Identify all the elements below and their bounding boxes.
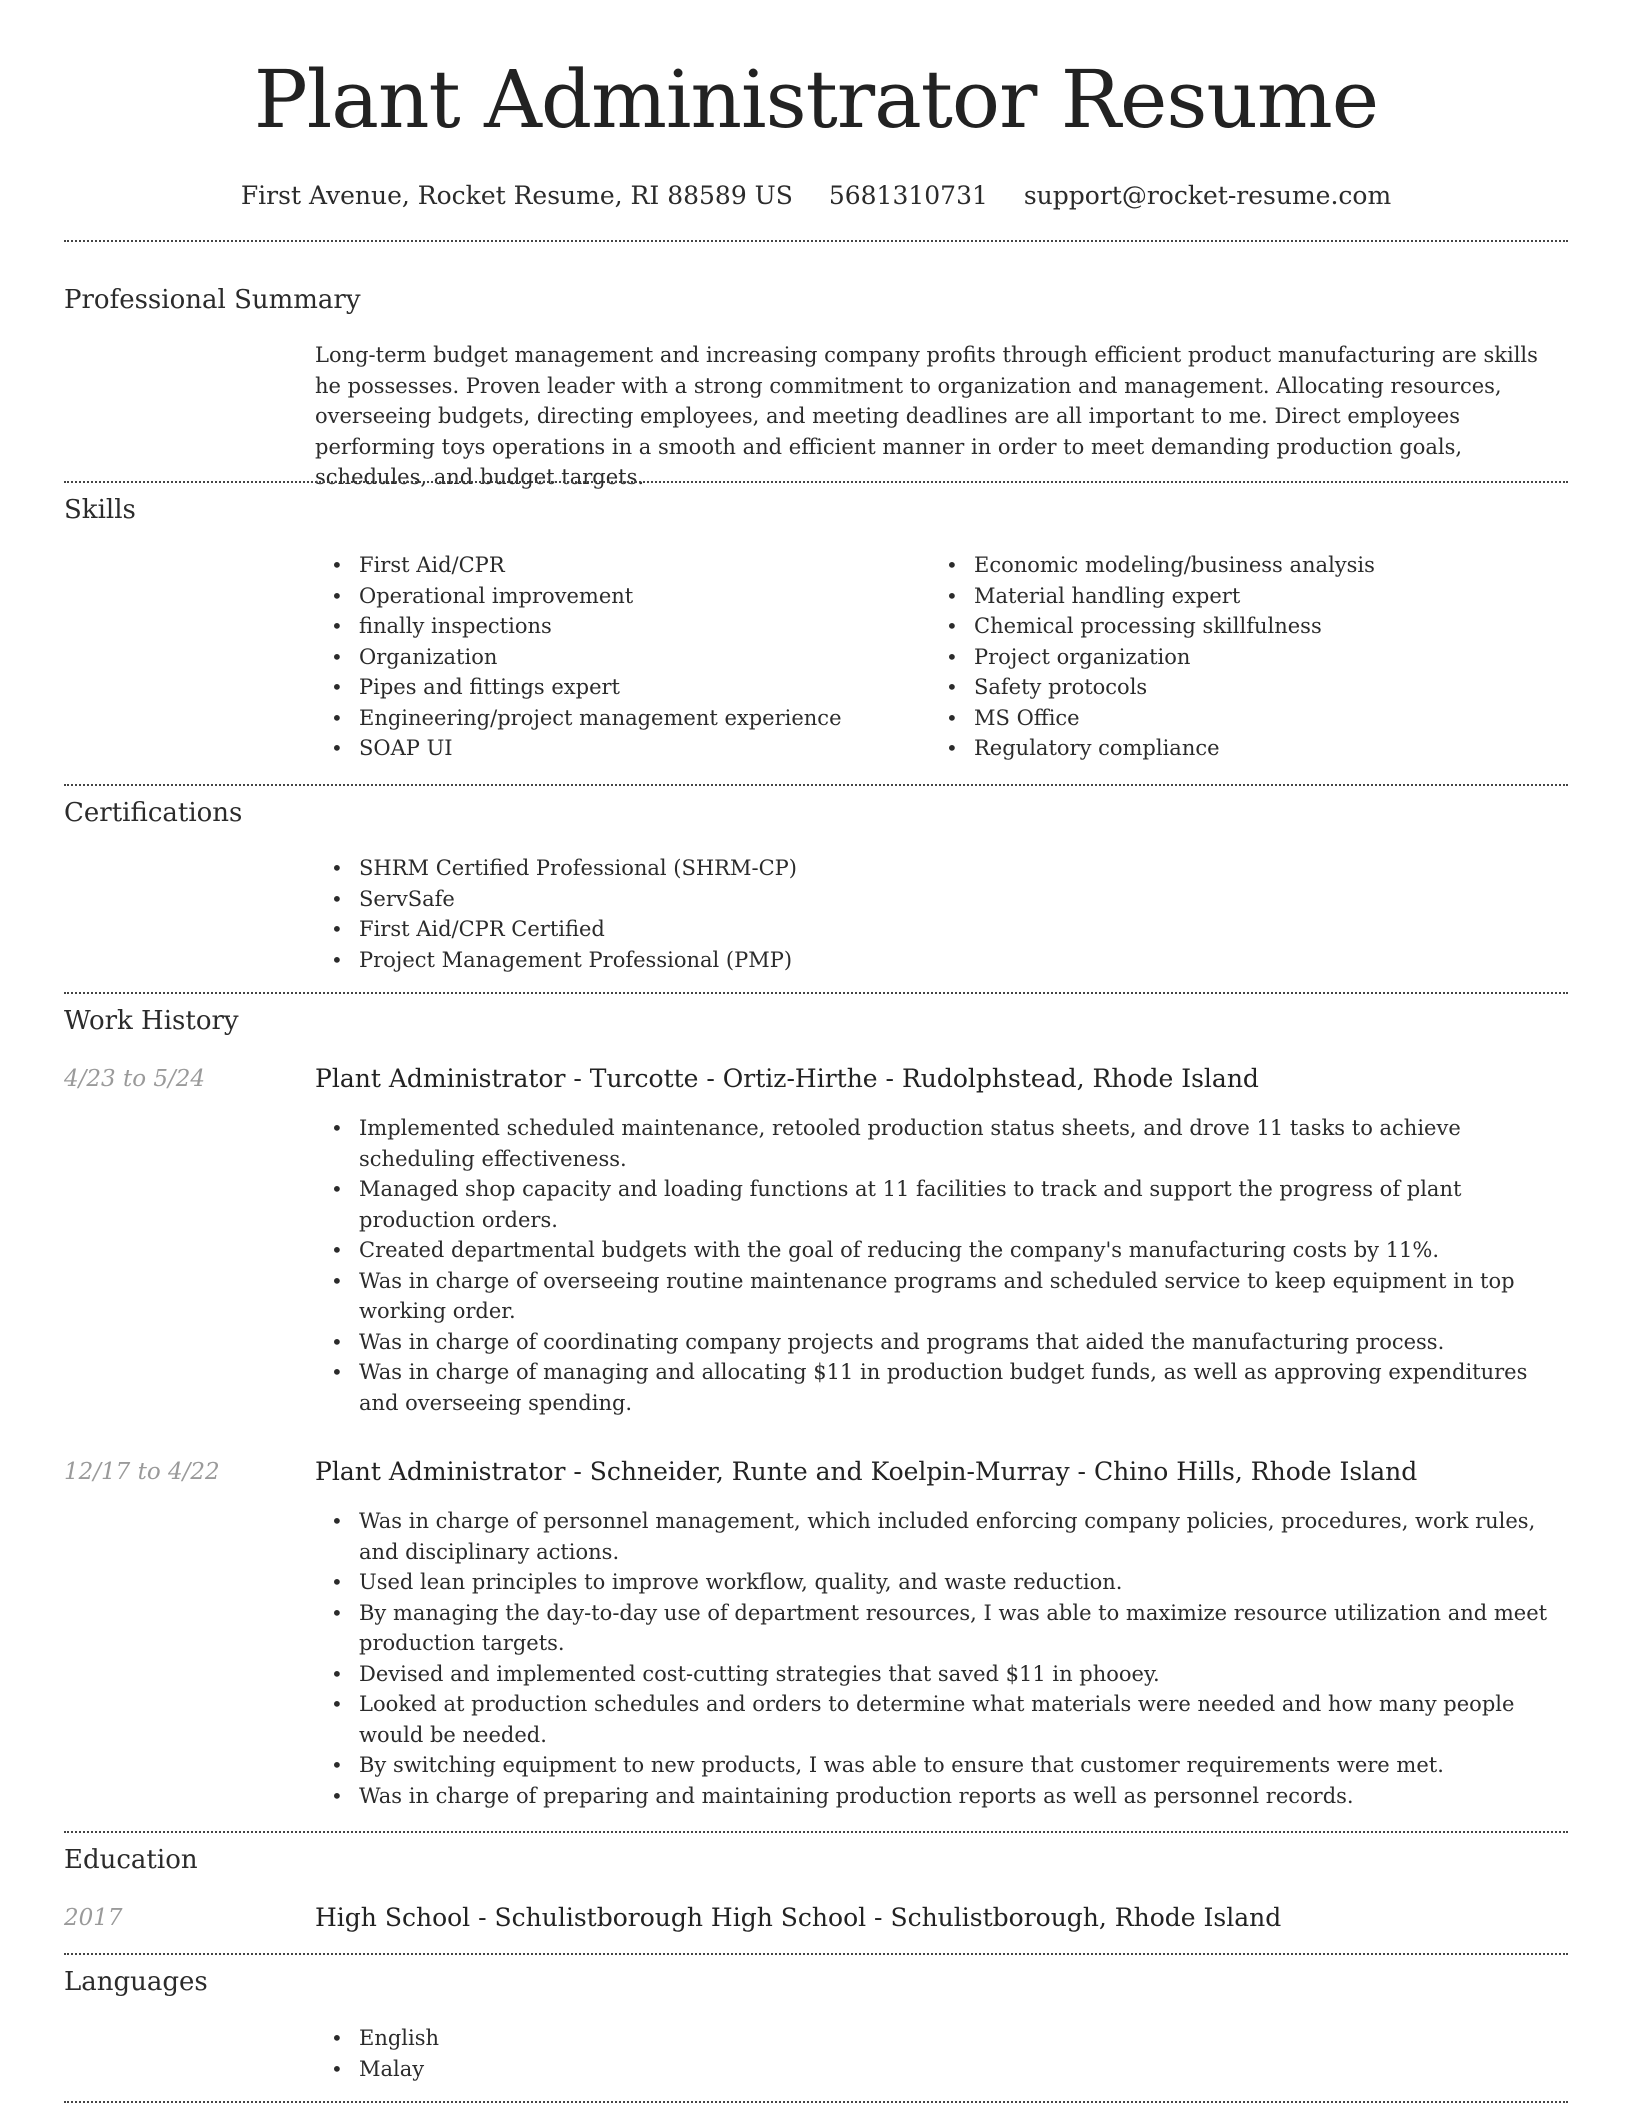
summary-text: Long-term budget management and increasing company profits through efficient product manufacturing are skills he possesses. Proven leader with a strong commitment to organization and management. Allocating resources, overseeing budgets, directing employees, and meeting deadlines are all important to me. Direct employees performing toys operations in a smooth and efficient manner in order to meet demanding production goals, schedules, and budget targets. — [315, 343, 1538, 489]
list-item: • Material handling expert — [930, 581, 1550, 612]
languages-heading: Languages — [64, 1967, 208, 1997]
list-item: • Managed shop capacity and loading functions at 11 facilities to track and support the progress of plant production orders. — [315, 1174, 1567, 1235]
list-item: • Pipes and fittings expert — [315, 672, 915, 703]
contact-line — [0, 180, 1632, 212]
list-item: • SHRM Certified Professional (SHRM-CP) — [315, 853, 1565, 884]
job-company: - Turcotte - Ortiz-Hirthe - Rudolphstead, Rhode Island — [565, 1064, 1259, 1093]
job-dates: 12/17 to 4/22 — [64, 1459, 220, 1485]
languages-list — [315, 2023, 1565, 2084]
list-item: • Looked at production schedules and orders to determine what materials were needed and how many people would be needed. — [315, 1689, 1567, 1750]
list-item: • Project Management Professional (PMP) — [315, 945, 1565, 976]
list-item: • First Aid/CPR Certified — [315, 914, 1565, 945]
skills-list-right — [930, 550, 1550, 764]
list-item: • Was in charge of coordinating company projects and programs that aided the manufacturing process. — [315, 1327, 1567, 1358]
section-divider — [64, 2101, 1568, 2103]
job-heading — [315, 1456, 1417, 1488]
list-item: • finally inspections — [315, 611, 915, 642]
list-item: • Regulatory compliance — [930, 733, 1550, 764]
contact-address: First Avenue, Rocket Resume, RI 88589 US — [240, 181, 793, 210]
list-item: • Operational improvement — [315, 581, 915, 612]
list-item: • English — [315, 2023, 1565, 2054]
list-item: • Organization — [315, 642, 915, 673]
section-divider — [64, 992, 1568, 994]
education-degree: High School — [315, 1903, 471, 1932]
list-item: • Was in charge of managing and allocating $11 in production budget funds, as well as approving expenditures and overseeing spending. — [315, 1357, 1567, 1418]
list-item: • SOAP UI — [315, 733, 915, 764]
certifications-heading: Certifications — [64, 798, 243, 828]
job-dates: 4/23 to 5/24 — [64, 1066, 206, 1092]
education-entry — [315, 1902, 1281, 1934]
list-item: • By managing the day-to-day use of department resources, I was able to maximize resource utilization and meet production targets. — [315, 1598, 1567, 1659]
list-item: • Used lean principles to improve workflow, quality, and waste reduction. — [315, 1567, 1567, 1598]
section-divider — [64, 240, 1568, 242]
education-heading: Education — [64, 1845, 198, 1875]
list-item: • MS Office — [930, 703, 1550, 734]
list-item: • ServSafe — [315, 884, 1565, 915]
section-divider — [64, 1831, 1568, 1833]
list-item: • Implemented scheduled maintenance, retooled production status sheets, and drove 11 tasks to achieve scheduling effectiveness. — [315, 1113, 1567, 1174]
job-bullets — [315, 1113, 1567, 1418]
work-history-heading: Work History — [64, 1006, 239, 1036]
job-bullets — [315, 1506, 1567, 1811]
education-year: 2017 — [64, 1905, 123, 1931]
list-item: • Was in charge of overseeing routine maintenance programs and scheduled service to keep equipment in top working order. — [315, 1266, 1567, 1327]
list-item: • First Aid/CPR — [315, 550, 915, 581]
list-item: • Was in charge of preparing and maintaining production reports as well as personnel records. — [315, 1781, 1567, 1812]
section-divider — [64, 784, 1568, 786]
list-item: • Malay — [315, 2054, 1565, 2085]
job-title: Plant Administrator — [315, 1064, 566, 1093]
list-item: • Economic modeling/business analysis — [930, 550, 1550, 581]
skills-list-left — [315, 550, 915, 764]
list-item: • Engineering/project management experience — [315, 703, 915, 734]
list-item: • Was in charge of personnel management, which included enforcing company policies, procedures, work rules, and disciplinary actions. — [315, 1506, 1567, 1567]
certifications-list — [315, 853, 1565, 975]
job-company: - Schneider, Runte and Koelpin-Murray - Chino Hills, Rhode Island — [565, 1457, 1418, 1486]
education-school: - Schulistborough High School - Schulistborough, Rhode Island — [470, 1903, 1282, 1932]
list-item: • Safety protocols — [930, 672, 1550, 703]
list-item: • Devised and implemented cost-cutting strategies that saved $11 in phooey. — [315, 1659, 1567, 1690]
section-divider — [64, 481, 1568, 483]
list-item: • Project organization — [930, 642, 1550, 673]
skills-heading: Skills — [64, 495, 136, 525]
contact-email: support@rocket-resume.com — [1023, 181, 1392, 210]
list-item: • By switching equipment to new products, I was able to ensure that customer requirements were met. — [315, 1750, 1567, 1781]
page-title: Plant Administrator Resume — [253, 53, 1379, 146]
list-item: • Chemical processing skillfulness — [930, 611, 1550, 642]
job-title: Plant Administrator — [315, 1457, 566, 1486]
list-item: • Created departmental budgets with the goal of reducing the company's manufacturing costs by 11%. — [315, 1235, 1567, 1266]
contact-phone: 5681310731 — [828, 181, 988, 210]
job-heading — [315, 1063, 1259, 1095]
section-divider — [64, 1953, 1568, 1955]
summary-heading: Professional Summary — [64, 285, 361, 315]
